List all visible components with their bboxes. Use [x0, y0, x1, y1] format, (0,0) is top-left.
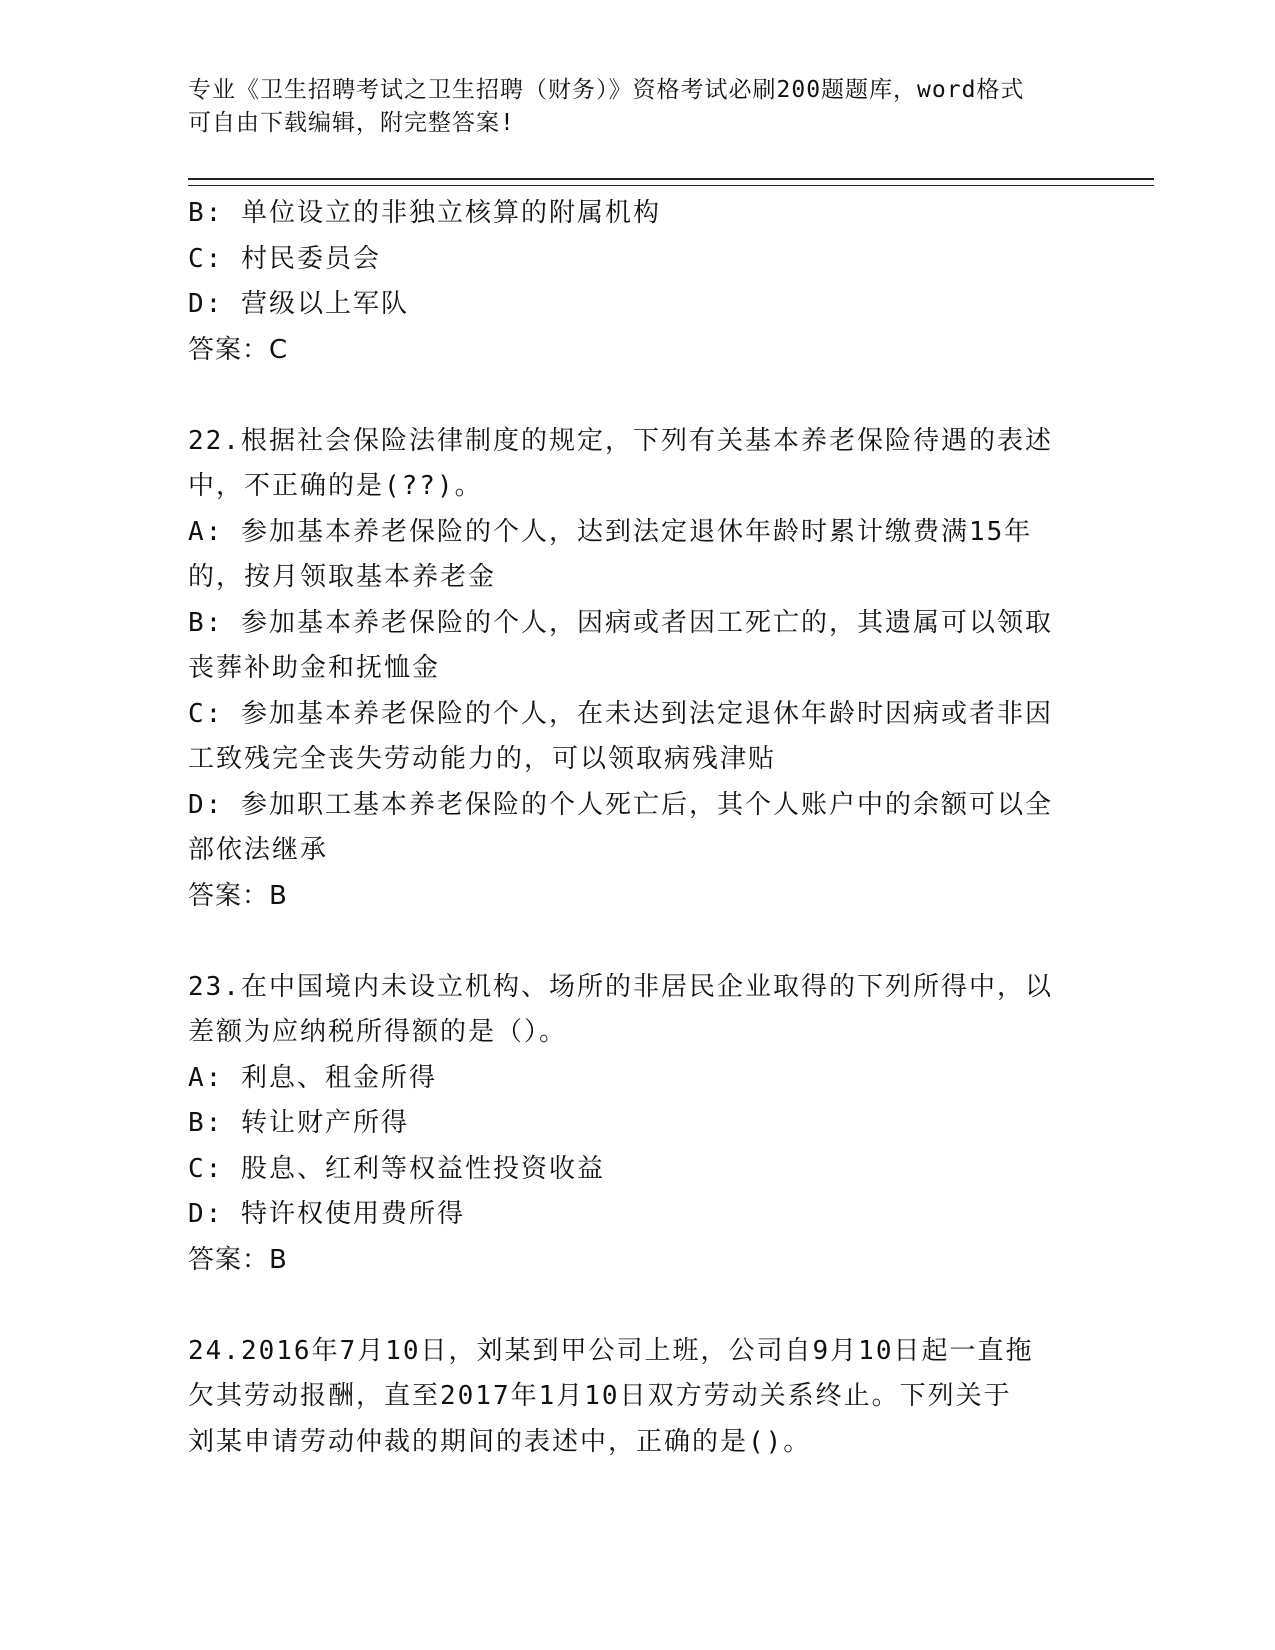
q21-option-b: B: 单位设立的非独立核算的附属机构 — [188, 198, 661, 228]
q24-stem-line-1: 24.2016年7月10日，刘某到甲公司上班，公司自9月10日起一直拖 — [188, 1335, 1034, 1366]
q22-stem-line-2: 中，不正确的是(??)。 — [188, 471, 483, 501]
question-23 — [188, 965, 1078, 1284]
header-divider — [188, 178, 1154, 186]
q22-option-d-line-1: D: 参加职工基本养老保险的个人死亡后，其个人账户中的余额可以全 — [188, 789, 1053, 820]
q23-answer: 答案：B — [188, 1244, 288, 1275]
q23-stem-line-1: 23.在中国境内未设立机构、场所的非居民企业取得的下列所得中，以 — [188, 971, 1053, 1002]
q22-option-c-line-2: 工致残完全丧失劳动能力的，可以领取病残津贴 — [188, 744, 777, 774]
q22-option-d-line-2: 部依法继承 — [188, 835, 329, 865]
q21-answer: 答案：C — [188, 334, 289, 365]
q23-option-b: B: 转让财产所得 — [188, 1108, 409, 1138]
question-21-tail — [188, 191, 1078, 373]
q22-option-b-line-1: B: 参加基本养老保险的个人，因病或者因工死亡的，其遗属可以领取 — [188, 607, 1053, 638]
q21-option-c: C: 村民委员会 — [188, 243, 381, 274]
document-header — [188, 74, 1068, 140]
q23-option-d: D: 特许权使用费所得 — [188, 1199, 465, 1229]
q22-stem-line-1: 22.根据社会保险法律制度的规定，下列有关基本养老保险待遇的表述 — [188, 425, 1053, 456]
question-22 — [188, 419, 1078, 920]
question-gap — [188, 919, 1078, 965]
q21-option-d: D: 营级以上军队 — [188, 289, 409, 319]
q22-option-a-line-2: 的，按月领取基本养老金 — [188, 562, 497, 592]
q23-option-a: A: 利息、租金所得 — [188, 1062, 437, 1093]
q23-option-c: C: 股息、红利等权益性投资收益 — [188, 1153, 605, 1184]
q22-option-a-line-1: A: 参加基本养老保险的个人，达到法定退休年龄时累计缴费满15年 — [188, 516, 1033, 547]
q24-stem-line-2: 欠其劳动报酬，直至2017年1月10日双方劳动关系终止。下列关于 — [188, 1381, 1012, 1411]
q23-stem-line-2: 差额为应纳税所得额的是（）。 — [188, 1017, 568, 1047]
question-content — [188, 191, 1078, 1465]
q24-stem-line-3: 刘某申请劳动仲裁的期间的表述中，正确的是()。 — [188, 1426, 812, 1457]
q22-option-b-line-2: 丧葬补助金和抚恤金 — [188, 653, 441, 683]
q22-answer: 答案：B — [188, 880, 288, 911]
header-title-line-1: 专业《卫生招聘考试之卫生招聘（财务）》资格考试必刷200题题库，word格式 — [188, 77, 1025, 103]
question-gap — [188, 373, 1078, 419]
question-gap — [188, 1283, 1078, 1329]
q22-option-c-line-1: C: 参加基本养老保险的个人，在未达到法定退休年龄时因病或者非因 — [188, 698, 1053, 729]
question-24 — [188, 1329, 1078, 1466]
header-title-line-2: 可自由下载编辑，附完整答案! — [188, 110, 515, 136]
